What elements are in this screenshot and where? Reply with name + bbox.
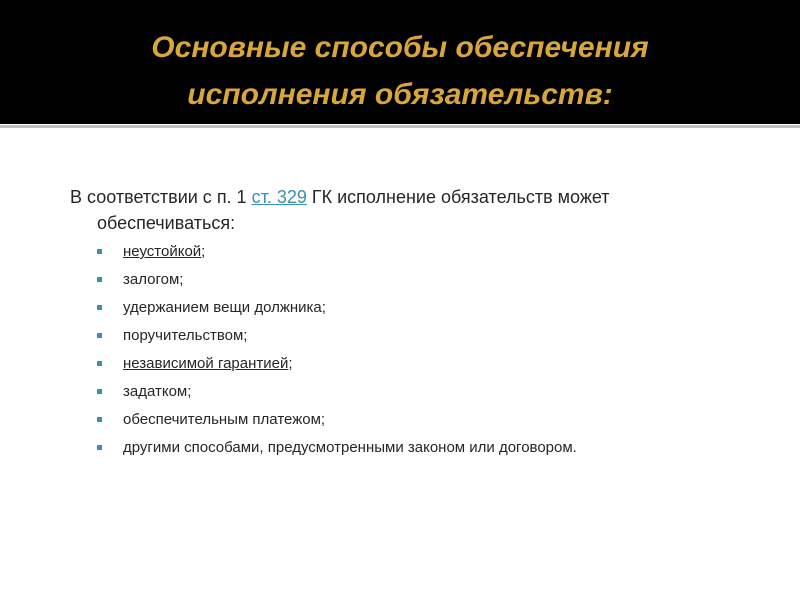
list-item [97,326,690,346]
square-bullet-icon [97,277,102,282]
list-item-link[interactable]: независимой гарантией [123,355,289,372]
square-bullet-icon [97,389,102,394]
list-item-text: задатком; [123,383,192,400]
list-item-suffix: ; [288,355,293,372]
list-item [97,354,690,374]
slide-title-line-2: исполнения обязательств: [187,78,613,111]
list-item [97,270,690,290]
article-link[interactable]: ст. 329 [251,187,307,207]
list-item-link[interactable]: неустойкой [123,243,202,260]
list-item-text: обеспечительным платежом; [123,411,326,428]
intro-text-after-link: ГК исполнение обязательств может обеспечиваться: [97,187,610,233]
title-bar [0,0,800,124]
intro-paragraph [70,184,690,236]
square-bullet-icon [97,305,102,310]
list-item [97,438,690,458]
list-item [97,382,690,402]
list-item-text: другими способами, предусмотренными законом или договором. [123,439,577,456]
square-bullet-icon [97,445,102,450]
list-item [97,298,690,318]
square-bullet-icon [97,417,102,422]
slide-title-line-1: Основные способы обеспечения [151,31,649,64]
list-item-suffix: ; [201,243,206,260]
list-item [97,242,690,262]
list-item-text: удержанием вещи должника; [123,299,326,316]
intro-text-before-link: В соответствии с п. 1 [70,187,252,207]
slide-title [60,24,740,118]
square-bullet-icon [97,249,102,254]
list-item [97,410,690,430]
list-item-text: поручительством; [123,327,248,344]
square-bullet-icon [97,333,102,338]
security-methods-list [70,242,690,458]
list-item-text: залогом; [123,271,184,288]
title-divider [0,125,800,128]
square-bullet-icon [97,361,102,366]
slide-body [70,184,690,466]
